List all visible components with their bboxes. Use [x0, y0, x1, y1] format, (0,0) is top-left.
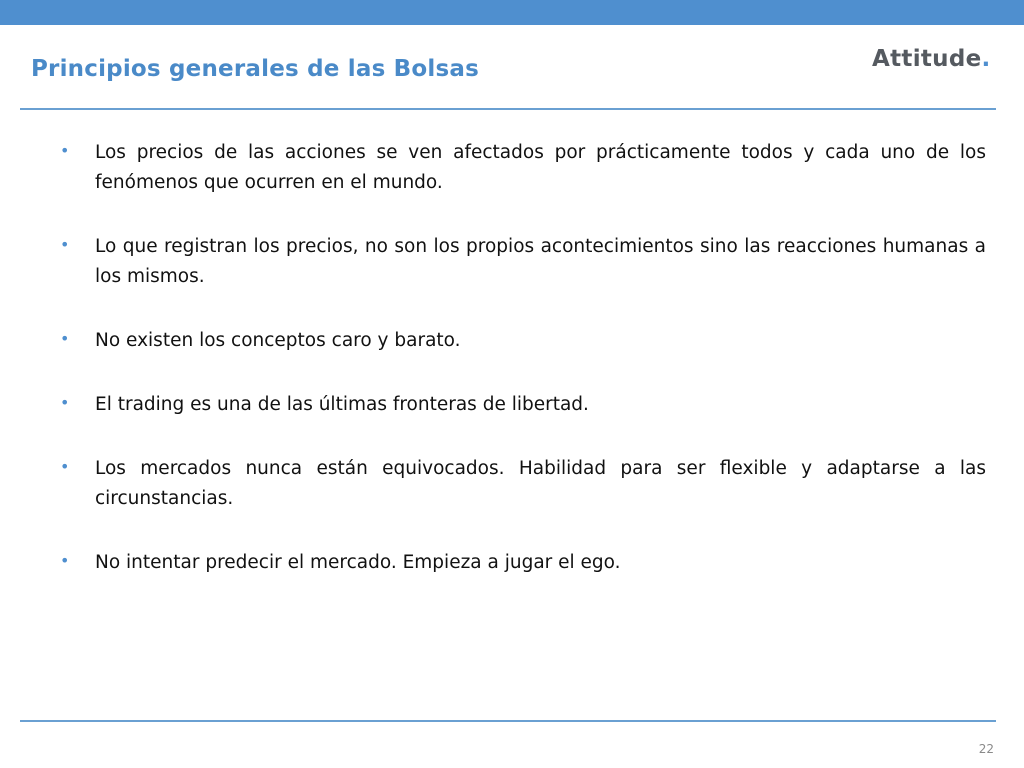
bullet-text: Los mercados nunca están equivocados. Habilidad para ser flexible y adaptarse a las circunstancias. — [95, 458, 986, 509]
bullet-text: Lo que registran los precios, no son los propios acontecimientos sino las reacciones humanas a los mismos. — [95, 236, 986, 287]
bullet-text: El trading es una de las últimas fronteras de libertad. — [95, 394, 589, 415]
header-divider — [20, 108, 996, 110]
bullet-icon: • — [60, 457, 70, 476]
bullet-item — [60, 390, 986, 420]
bullet-item — [60, 454, 986, 514]
logo-text: Attitude — [872, 46, 982, 72]
slide-title: Principios generales de las Bolsas — [31, 56, 479, 82]
bullet-text: No existen los conceptos caro y barato. — [95, 330, 461, 351]
bullet-item — [60, 138, 986, 198]
footer-divider — [20, 720, 996, 722]
bullet-icon: • — [60, 329, 70, 348]
logo-dot: . — [981, 46, 991, 72]
bullet-icon: • — [60, 141, 70, 160]
attitude-logo — [872, 46, 991, 72]
top-accent-band — [0, 0, 1024, 25]
bullet-item — [60, 326, 986, 356]
bullet-icon: • — [60, 393, 70, 412]
bullet-text: No intentar predecir el mercado. Empieza a jugar el ego. — [95, 552, 621, 573]
bullet-icon: • — [60, 551, 70, 570]
bullet-list — [60, 138, 986, 612]
bullet-text: Los precios de las acciones se ven afectados por prácticamente todos y cada uno de los fenómenos que ocurren en el mundo. — [95, 142, 986, 193]
bullet-item — [60, 232, 986, 292]
page-number: 22 — [978, 742, 994, 756]
bullet-icon: • — [60, 235, 70, 254]
bullet-item — [60, 548, 986, 578]
